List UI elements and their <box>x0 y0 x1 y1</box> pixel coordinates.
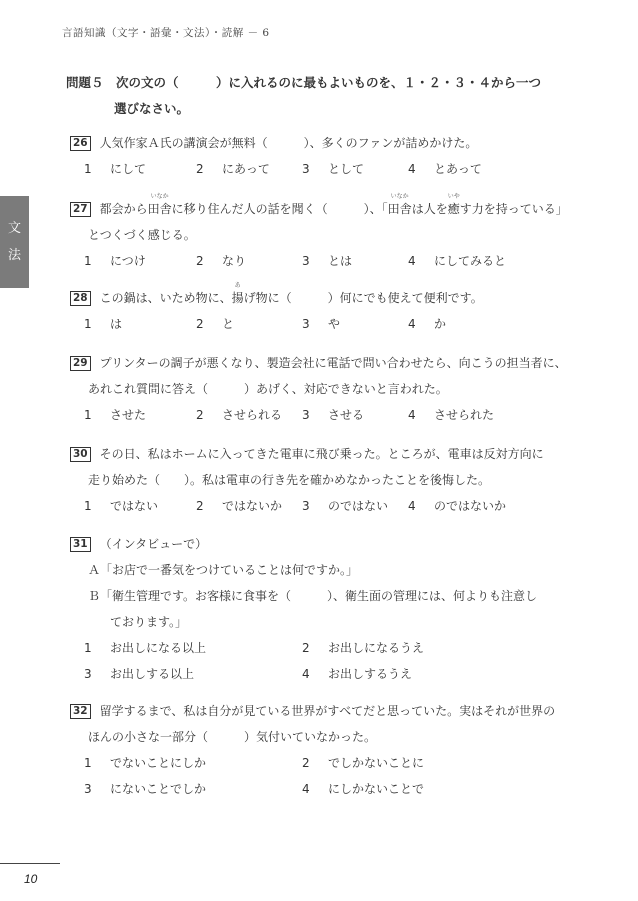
section-tab-char-1: 文 <box>7 221 21 236</box>
option-3[interactable]: 3 お出しする以上 <box>84 667 195 681</box>
option-4[interactable]: 4 とあって <box>408 162 482 176</box>
options <box>70 156 570 182</box>
instruction-line-1: 問題５ 次の文の（ ）に入れるのに最もよいものを、１・２・３・４から一つ <box>66 75 542 90</box>
ruby-word: 癒 いや <box>447 193 460 216</box>
question-27 <box>70 193 570 274</box>
question-number: 26 <box>70 136 91 151</box>
option-2[interactable]: 2 でしかないことに <box>302 756 425 770</box>
page-number: 10 <box>24 872 38 886</box>
options <box>70 493 570 519</box>
dialogue-line-b: Ｂ「衛生管理です。お客様に食事を（ ）、衛生面の管理には、何よりも注意し <box>88 589 538 603</box>
option-1[interactable]: 1 にして <box>84 162 147 176</box>
options <box>70 402 570 428</box>
option-4[interactable]: 4 にしてみると <box>408 254 507 268</box>
question-text-part: この鍋は、いため物に、 <box>99 291 232 305</box>
option-2[interactable]: 2 させられる <box>196 408 283 422</box>
options-row-2 <box>70 661 570 687</box>
options-row-1 <box>70 750 570 776</box>
question-text-part: は人を <box>411 202 448 216</box>
option-3[interactable]: 3 させる <box>302 408 365 422</box>
options-row-2 <box>70 776 570 802</box>
option-1[interactable]: 1 は <box>84 317 123 331</box>
section-tab <box>0 196 29 288</box>
question-number: 30 <box>70 447 91 462</box>
question-number: 27 <box>70 202 91 217</box>
option-3[interactable]: 3 として <box>302 162 365 176</box>
question-number: 29 <box>70 356 91 371</box>
question-text-part: げ物に（ ）何にでも使えて便利です。 <box>243 291 483 305</box>
question-text: その日、私はホームに入ってきた電車に飛び乗った。ところが、電車は反対方向に <box>99 447 544 461</box>
question-text-part: 都会から <box>99 202 148 216</box>
option-1[interactable]: 1 お出しになる以上 <box>84 641 207 655</box>
question-text-continued: ほんの小さな一部分（ ）気付いていなかった。 <box>88 730 377 744</box>
option-4[interactable]: 4 か <box>408 317 447 331</box>
option-4[interactable]: 4 させられた <box>408 408 495 422</box>
footer-rule <box>0 863 60 864</box>
option-4[interactable]: 4 お出しするうえ <box>302 667 413 681</box>
option-3[interactable]: 3 や <box>302 317 341 331</box>
question-context: （インタビューで） <box>99 537 208 551</box>
question-text-continued: あれこれ質問に答え（ ）あげく、対応できないと言われた。 <box>88 382 448 396</box>
dialogue-line-a: Ａ「お店で一番気をつけていることは何ですか。」 <box>88 563 359 577</box>
option-1[interactable]: 1 させた <box>84 408 147 422</box>
option-1[interactable]: 1 でないことにしか <box>84 756 207 770</box>
option-3[interactable]: 3 とは <box>302 254 353 268</box>
question-32 <box>70 698 570 802</box>
option-1[interactable]: 1 につけ <box>84 254 146 268</box>
section-tab-char-2: 法 <box>7 248 21 263</box>
question-text: 留学するまで、私は自分が見ている世界がすべてだと思っていた。実はそれが世界の <box>99 704 556 718</box>
option-3[interactable]: 3 にないことでしか <box>84 782 207 796</box>
problem-instruction <box>66 70 566 122</box>
option-3[interactable]: 3 のではない <box>302 499 389 513</box>
option-2[interactable]: 2 ではないか <box>196 499 283 513</box>
options <box>70 311 570 337</box>
instruction-line-2: 選びなさい。 <box>114 101 190 116</box>
ruby-word: 揚 あ <box>231 282 244 305</box>
question-26 <box>70 130 570 182</box>
question-text: プリンターの調子が悪くなり、製造会社に電話で問い合わせたら、向こうの担当者に、 <box>99 356 567 370</box>
option-4[interactable]: 4 のではないか <box>408 499 507 513</box>
question-28 <box>70 282 570 337</box>
question-31 <box>70 531 570 687</box>
question-number: 32 <box>70 704 91 719</box>
ruby-word: 田舎 いなか <box>147 193 172 216</box>
question-number: 28 <box>70 291 91 306</box>
options-row-1 <box>70 635 570 661</box>
option-1[interactable]: 1 ではない <box>84 499 159 513</box>
options <box>70 248 570 274</box>
question-text-part: に移り住んだ人の話を聞く（ ）、「 <box>171 202 388 216</box>
option-2[interactable]: 2 お出しになるうえ <box>302 641 425 655</box>
option-2[interactable]: 2 と <box>196 317 235 331</box>
question-30 <box>70 441 570 519</box>
option-2[interactable]: 2 にあって <box>196 162 270 176</box>
option-2[interactable]: 2 なり <box>196 254 247 268</box>
question-29 <box>70 350 570 428</box>
ruby-word: 田舎 いなか <box>387 193 412 216</box>
running-header: 言語知識（文字・語彙・文法）・読解 － 6 <box>62 27 270 39</box>
question-number: 31 <box>70 537 91 552</box>
dialogue-line-b-continued: ております。」 <box>110 615 188 629</box>
option-4[interactable]: 4 にしかないことで <box>302 782 425 796</box>
question-text: 人気作家Ａ氏の講演会が無料（ ）、多くのファンが詰めかけた。 <box>99 136 478 150</box>
question-text-continued: とつくづく感じる。 <box>88 228 196 242</box>
question-text-part: す力を持っている」 <box>459 202 568 216</box>
question-text-continued: 走り始めた（ ）。私は電車の行き先を確かめなかったことを後悔した。 <box>88 473 491 487</box>
